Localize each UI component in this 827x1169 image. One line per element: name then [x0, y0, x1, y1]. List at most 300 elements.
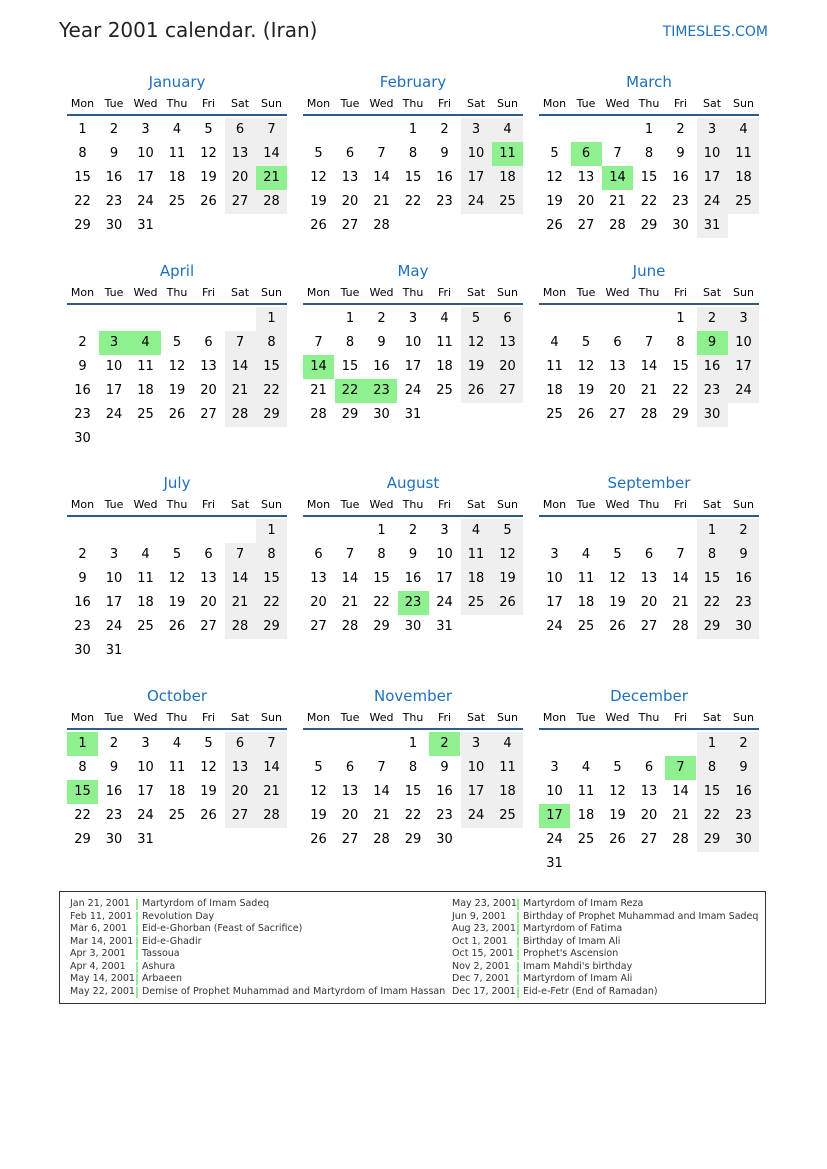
day-cell[interactable]: 11 [546, 359, 563, 374]
day-cell[interactable]: 15 [404, 784, 422, 799]
day-cell[interactable]: 20 [225, 780, 256, 804]
day-cell[interactable]: 29 [74, 218, 91, 233]
day-cell[interactable]: 12 [200, 146, 217, 161]
day-cell[interactable]: 21 [373, 808, 390, 823]
day-cell[interactable]: 27 [225, 804, 256, 828]
day-cell[interactable]: 2 [408, 523, 418, 538]
day-cell[interactable]: 13 [492, 331, 523, 355]
day-cell[interactable]: 3 [440, 523, 449, 538]
day-cell[interactable]: 19 [168, 383, 186, 398]
day-cell[interactable]: 8 [676, 335, 685, 350]
day-cell[interactable]: 12 [200, 760, 217, 775]
day-cell[interactable]: 13 [310, 571, 327, 586]
day-cell[interactable]: 24 [461, 190, 492, 214]
day-cell[interactable]: 27 [200, 407, 217, 422]
day-cell[interactable]: 9 [78, 571, 87, 586]
day-cell[interactable]: 29 [373, 619, 390, 634]
day-cell[interactable]: 24 [105, 407, 123, 422]
day-cell[interactable]: 28 [341, 619, 359, 634]
day-cell[interactable]: 28 [256, 190, 287, 214]
day-cell[interactable]: 3 [697, 118, 728, 142]
day-cell[interactable]: 2 [728, 732, 759, 756]
day-cell[interactable]: 23 [105, 194, 123, 209]
day-cell[interactable]: 4 [440, 311, 449, 326]
day-cell[interactable]: 15 [256, 355, 287, 379]
day-cell[interactable]: 24 [436, 595, 453, 610]
day-cell[interactable]: 2 [78, 547, 87, 562]
day-cell[interactable]: 14 [640, 359, 658, 374]
day-cell[interactable]: 22 [256, 591, 287, 615]
day-cell[interactable]: 20 [200, 595, 217, 610]
day-cell[interactable]: 14 [373, 170, 390, 185]
day-cell[interactable]: 15 [373, 571, 390, 586]
day-cell[interactable]: 15 [640, 170, 658, 185]
day-cell[interactable]: 3 [461, 732, 492, 756]
day-cell[interactable]: 5 [204, 736, 213, 751]
day-cell[interactable]: 10 [461, 756, 492, 780]
day-cell[interactable]: 16 [105, 784, 123, 799]
day-cell[interactable]: 7 [377, 146, 386, 161]
holiday-day-cell[interactable]: 3 [99, 331, 130, 355]
day-cell[interactable]: 19 [310, 808, 327, 823]
day-cell[interactable]: 30 [105, 218, 123, 233]
day-cell[interactable]: 23 [105, 808, 123, 823]
day-cell[interactable]: 17 [404, 359, 422, 374]
day-cell[interactable]: 4 [581, 547, 591, 562]
day-cell[interactable]: 17 [728, 355, 759, 379]
day-cell[interactable]: 2 [728, 519, 759, 543]
day-cell[interactable]: 2 [676, 122, 685, 137]
day-cell[interactable]: 18 [168, 784, 186, 799]
holiday-day-cell[interactable]: 21 [256, 166, 287, 190]
day-cell[interactable]: 25 [168, 808, 186, 823]
day-cell[interactable]: 21 [609, 194, 626, 209]
day-cell[interactable]: 4 [550, 335, 559, 350]
day-cell[interactable]: 26 [310, 218, 327, 233]
day-cell[interactable]: 6 [345, 760, 355, 775]
day-cell[interactable]: 8 [408, 146, 418, 161]
day-cell[interactable]: 17 [546, 595, 563, 610]
day-cell[interactable]: 2 [377, 311, 386, 326]
day-cell[interactable]: 10 [546, 571, 563, 586]
day-cell[interactable]: 16 [728, 567, 759, 591]
day-cell[interactable]: 15 [672, 359, 689, 374]
day-cell[interactable]: 19 [200, 170, 217, 185]
day-cell[interactable]: 9 [78, 359, 87, 374]
day-cell[interactable]: 21 [672, 595, 689, 610]
day-cell[interactable]: 9 [440, 760, 449, 775]
day-cell[interactable]: 7 [256, 732, 287, 756]
day-cell[interactable]: 31 [137, 832, 154, 847]
day-cell[interactable]: 25 [137, 619, 154, 634]
day-cell[interactable]: 11 [577, 571, 595, 586]
day-cell[interactable]: 14 [256, 756, 287, 780]
day-cell[interactable]: 11 [577, 784, 595, 799]
day-cell[interactable]: 12 [461, 331, 492, 355]
day-cell[interactable]: 27 [609, 407, 626, 422]
day-cell[interactable]: 16 [728, 780, 759, 804]
day-cell[interactable]: 17 [461, 780, 492, 804]
day-cell[interactable]: 30 [436, 832, 453, 847]
day-cell[interactable]: 10 [546, 784, 563, 799]
day-cell[interactable]: 30 [697, 403, 728, 427]
day-cell[interactable]: 10 [137, 760, 154, 775]
day-cell[interactable]: 30 [728, 615, 759, 639]
day-cell[interactable]: 29 [74, 832, 91, 847]
day-cell[interactable]: 10 [461, 142, 492, 166]
holiday-day-cell[interactable]: 11 [492, 142, 523, 166]
day-cell[interactable]: 6 [204, 335, 213, 350]
day-cell[interactable]: 2 [697, 307, 728, 331]
day-cell[interactable]: 5 [613, 547, 622, 562]
day-cell[interactable]: 13 [341, 784, 359, 799]
day-cell[interactable]: 14 [256, 142, 287, 166]
day-cell[interactable]: 18 [492, 780, 523, 804]
day-cell[interactable]: 29 [697, 615, 728, 639]
day-cell[interactable]: 12 [168, 571, 186, 586]
day-cell[interactable]: 13 [341, 170, 359, 185]
day-cell[interactable]: 4 [492, 732, 523, 756]
day-cell[interactable]: 22 [404, 808, 422, 823]
day-cell[interactable]: 25 [728, 190, 759, 214]
day-cell[interactable]: 27 [492, 379, 523, 403]
day-cell[interactable]: 5 [613, 760, 622, 775]
day-cell[interactable]: 25 [436, 383, 453, 398]
day-cell[interactable]: 6 [345, 146, 355, 161]
day-cell[interactable]: 31 [404, 407, 422, 422]
day-cell[interactable]: 15 [697, 567, 728, 591]
day-cell[interactable]: 1 [256, 519, 287, 543]
day-cell[interactable]: 27 [577, 218, 595, 233]
day-cell[interactable]: 16 [697, 355, 728, 379]
brand-link[interactable]: TIMESLES.COM [662, 24, 768, 40]
day-cell[interactable]: 22 [697, 804, 728, 828]
day-cell[interactable]: 18 [137, 595, 154, 610]
day-cell[interactable]: 5 [550, 146, 559, 161]
day-cell[interactable]: 4 [141, 547, 150, 562]
day-cell[interactable]: 19 [461, 355, 492, 379]
day-cell[interactable]: 15 [256, 567, 287, 591]
day-cell[interactable]: 13 [200, 359, 217, 374]
day-cell[interactable]: 30 [74, 643, 91, 658]
day-cell[interactable]: 5 [461, 307, 492, 331]
day-cell[interactable]: 17 [697, 166, 728, 190]
day-cell[interactable]: 9 [728, 756, 759, 780]
day-cell[interactable]: 7 [225, 543, 256, 567]
day-cell[interactable]: 7 [345, 547, 355, 562]
day-cell[interactable]: 27 [341, 832, 359, 847]
day-cell[interactable]: 25 [492, 804, 523, 828]
day-cell[interactable]: 17 [137, 170, 154, 185]
day-cell[interactable]: 11 [168, 760, 186, 775]
day-cell[interactable]: 8 [256, 331, 287, 355]
day-cell[interactable]: 5 [581, 335, 591, 350]
day-cell[interactable]: 20 [341, 808, 359, 823]
day-cell[interactable]: 13 [200, 571, 217, 586]
day-cell[interactable]: 16 [672, 170, 689, 185]
day-cell[interactable]: 7 [676, 547, 685, 562]
day-cell[interactable]: 18 [168, 170, 186, 185]
day-cell[interactable]: 12 [310, 170, 327, 185]
day-cell[interactable]: 10 [697, 142, 728, 166]
day-cell[interactable]: 3 [408, 311, 418, 326]
day-cell[interactable]: 26 [200, 808, 217, 823]
holiday-day-cell[interactable]: 1 [67, 732, 98, 756]
day-cell[interactable]: 21 [373, 194, 390, 209]
day-cell[interactable]: 5 [314, 760, 323, 775]
day-cell[interactable]: 25 [168, 194, 186, 209]
day-cell[interactable]: 28 [672, 619, 689, 634]
day-cell[interactable]: 1 [256, 307, 287, 331]
day-cell[interactable]: 19 [609, 808, 626, 823]
day-cell[interactable]: 16 [436, 784, 453, 799]
day-cell[interactable]: 12 [492, 543, 523, 567]
day-cell[interactable]: 12 [577, 359, 595, 374]
day-cell[interactable]: 10 [105, 571, 123, 586]
day-cell[interactable]: 3 [141, 122, 150, 137]
day-cell[interactable]: 18 [461, 567, 492, 591]
day-cell[interactable]: 6 [225, 732, 256, 756]
day-cell[interactable]: 5 [492, 519, 523, 543]
day-cell[interactable]: 1 [676, 311, 685, 326]
day-cell[interactable]: 2 [440, 122, 449, 137]
day-cell[interactable]: 23 [697, 379, 728, 403]
day-cell[interactable]: 24 [105, 619, 123, 634]
day-cell[interactable]: 23 [436, 194, 453, 209]
day-cell[interactable]: 1 [697, 519, 728, 543]
day-cell[interactable]: 10 [436, 547, 453, 562]
day-cell[interactable]: 13 [225, 756, 256, 780]
day-cell[interactable]: 23 [436, 808, 453, 823]
day-cell[interactable]: 20 [640, 595, 658, 610]
day-cell[interactable]: 3 [141, 736, 150, 751]
day-cell[interactable]: 22 [404, 194, 422, 209]
day-cell[interactable]: 20 [341, 194, 359, 209]
day-cell[interactable]: 20 [640, 808, 658, 823]
day-cell[interactable]: 6 [644, 760, 654, 775]
day-cell[interactable]: 4 [581, 760, 591, 775]
day-cell[interactable]: 12 [546, 170, 563, 185]
day-cell[interactable]: 22 [672, 383, 689, 398]
day-cell[interactable]: 1 [697, 732, 728, 756]
day-cell[interactable]: 6 [492, 307, 523, 331]
day-cell[interactable]: 20 [609, 383, 626, 398]
day-cell[interactable]: 14 [341, 571, 359, 586]
day-cell[interactable]: 13 [225, 142, 256, 166]
day-cell[interactable]: 8 [697, 756, 728, 780]
day-cell[interactable]: 5 [172, 547, 182, 562]
day-cell[interactable]: 26 [492, 591, 523, 615]
day-cell[interactable]: 30 [74, 431, 91, 446]
day-cell[interactable]: 12 [609, 784, 626, 799]
day-cell[interactable]: 6 [225, 118, 256, 142]
day-cell[interactable]: 3 [550, 760, 559, 775]
day-cell[interactable]: 17 [105, 383, 123, 398]
day-cell[interactable]: 11 [436, 335, 453, 350]
day-cell[interactable]: 9 [676, 146, 685, 161]
day-cell[interactable]: 30 [728, 828, 759, 852]
day-cell[interactable]: 21 [256, 780, 287, 804]
day-cell[interactable]: 24 [404, 383, 422, 398]
day-cell[interactable]: 26 [546, 218, 563, 233]
day-cell[interactable]: 12 [310, 784, 327, 799]
day-cell[interactable]: 27 [640, 619, 658, 634]
day-cell[interactable]: 4 [492, 118, 523, 142]
day-cell[interactable]: 29 [341, 407, 359, 422]
day-cell[interactable]: 19 [577, 383, 595, 398]
day-cell[interactable]: 20 [577, 194, 595, 209]
day-cell[interactable]: 22 [373, 595, 390, 610]
day-cell[interactable]: 15 [74, 170, 91, 185]
day-cell[interactable]: 21 [672, 808, 689, 823]
day-cell[interactable]: 1 [345, 311, 355, 326]
day-cell[interactable]: 22 [697, 591, 728, 615]
day-cell[interactable]: 27 [341, 218, 359, 233]
holiday-day-cell[interactable]: 23 [398, 591, 429, 615]
day-cell[interactable]: 18 [436, 359, 453, 374]
day-cell[interactable]: 11 [137, 359, 154, 374]
day-cell[interactable]: 14 [672, 571, 689, 586]
day-cell[interactable]: 22 [74, 808, 91, 823]
day-cell[interactable]: 10 [137, 146, 154, 161]
day-cell[interactable]: 28 [256, 804, 287, 828]
day-cell[interactable]: 7 [314, 335, 323, 350]
day-cell[interactable]: 27 [310, 619, 327, 634]
day-cell[interactable]: 5 [204, 122, 213, 137]
day-cell[interactable]: 10 [105, 359, 123, 374]
day-cell[interactable]: 16 [373, 359, 390, 374]
day-cell[interactable]: 7 [225, 331, 256, 355]
day-cell[interactable]: 26 [168, 407, 186, 422]
day-cell[interactable]: 15 [404, 170, 422, 185]
day-cell[interactable]: 4 [461, 519, 492, 543]
day-cell[interactable]: 18 [492, 166, 523, 190]
day-cell[interactable]: 25 [546, 407, 563, 422]
day-cell[interactable]: 13 [609, 359, 626, 374]
day-cell[interactable]: 24 [728, 379, 759, 403]
day-cell[interactable]: 24 [137, 808, 154, 823]
day-cell[interactable]: 25 [492, 190, 523, 214]
day-cell[interactable]: 26 [168, 619, 186, 634]
holiday-day-cell[interactable]: 4 [130, 331, 161, 355]
day-cell[interactable]: 25 [577, 832, 595, 847]
day-cell[interactable]: 27 [200, 619, 217, 634]
day-cell[interactable]: 8 [697, 543, 728, 567]
day-cell[interactable]: 13 [640, 784, 658, 799]
day-cell[interactable]: 29 [256, 403, 287, 427]
day-cell[interactable]: 3 [728, 307, 759, 331]
day-cell[interactable]: 28 [672, 832, 689, 847]
day-cell[interactable]: 28 [310, 407, 327, 422]
day-cell[interactable]: 26 [609, 619, 626, 634]
day-cell[interactable]: 26 [310, 832, 327, 847]
day-cell[interactable]: 11 [461, 543, 492, 567]
day-cell[interactable]: 21 [341, 595, 359, 610]
day-cell[interactable]: 9 [377, 335, 386, 350]
day-cell[interactable]: 8 [256, 543, 287, 567]
day-cell[interactable]: 2 [109, 736, 119, 751]
day-cell[interactable]: 26 [200, 194, 217, 209]
day-cell[interactable]: 1 [644, 122, 654, 137]
day-cell[interactable]: 26 [461, 379, 492, 403]
day-cell[interactable]: 31 [105, 643, 123, 658]
day-cell[interactable]: 28 [225, 615, 256, 639]
day-cell[interactable]: 23 [74, 619, 91, 634]
holiday-day-cell[interactable]: 6 [571, 142, 602, 166]
day-cell[interactable]: 8 [78, 146, 87, 161]
day-cell[interactable]: 21 [310, 383, 327, 398]
day-cell[interactable]: 22 [256, 379, 287, 403]
day-cell[interactable]: 26 [577, 407, 595, 422]
day-cell[interactable]: 4 [728, 118, 759, 142]
day-cell[interactable]: 31 [436, 619, 453, 634]
day-cell[interactable]: 20 [492, 355, 523, 379]
day-cell[interactable]: 6 [644, 547, 654, 562]
day-cell[interactable]: 8 [78, 760, 87, 775]
day-cell[interactable]: 19 [168, 595, 186, 610]
day-cell[interactable]: 11 [168, 146, 186, 161]
day-cell[interactable]: 31 [697, 214, 728, 238]
day-cell[interactable]: 22 [640, 194, 658, 209]
day-cell[interactable]: 18 [546, 383, 563, 398]
day-cell[interactable]: 30 [672, 218, 689, 233]
day-cell[interactable]: 25 [137, 407, 154, 422]
day-cell[interactable]: 6 [613, 335, 622, 350]
day-cell[interactable]: 29 [404, 832, 422, 847]
day-cell[interactable]: 13 [640, 571, 658, 586]
day-cell[interactable]: 13 [577, 170, 595, 185]
day-cell[interactable]: 9 [109, 760, 119, 775]
day-cell[interactable]: 29 [672, 407, 689, 422]
day-cell[interactable]: 23 [672, 194, 689, 209]
holiday-day-cell[interactable]: 23 [366, 379, 397, 403]
day-cell[interactable]: 23 [728, 804, 759, 828]
day-cell[interactable]: 8 [408, 760, 418, 775]
day-cell[interactable]: 18 [577, 808, 595, 823]
holiday-day-cell[interactable]: 22 [335, 379, 366, 403]
day-cell[interactable]: 17 [436, 571, 453, 586]
day-cell[interactable]: 24 [461, 804, 492, 828]
day-cell[interactable]: 29 [256, 615, 287, 639]
day-cell[interactable]: 16 [404, 571, 422, 586]
day-cell[interactable]: 7 [613, 146, 622, 161]
day-cell[interactable]: 16 [74, 595, 91, 610]
day-cell[interactable]: 1 [78, 122, 87, 137]
day-cell[interactable]: 28 [373, 832, 390, 847]
day-cell[interactable]: 19 [310, 194, 327, 209]
day-cell[interactable]: 16 [105, 170, 123, 185]
day-cell[interactable]: 3 [109, 547, 119, 562]
day-cell[interactable]: 27 [225, 190, 256, 214]
day-cell[interactable]: 20 [200, 383, 217, 398]
day-cell[interactable]: 23 [728, 591, 759, 615]
day-cell[interactable]: 8 [377, 547, 386, 562]
day-cell[interactable]: 15 [341, 359, 359, 374]
day-cell[interactable]: 8 [644, 146, 654, 161]
day-cell[interactable]: 31 [137, 218, 154, 233]
day-cell[interactable]: 31 [546, 856, 563, 871]
day-cell[interactable]: 21 [640, 383, 658, 398]
day-cell[interactable]: 20 [310, 595, 327, 610]
holiday-day-cell[interactable]: 14 [303, 355, 334, 379]
day-cell[interactable]: 29 [697, 828, 728, 852]
day-cell[interactable]: 4 [172, 736, 182, 751]
day-cell[interactable]: 6 [204, 547, 213, 562]
day-cell[interactable]: 24 [697, 190, 728, 214]
day-cell[interactable]: 18 [728, 166, 759, 190]
day-cell[interactable]: 24 [137, 194, 154, 209]
day-cell[interactable]: 28 [373, 218, 390, 233]
